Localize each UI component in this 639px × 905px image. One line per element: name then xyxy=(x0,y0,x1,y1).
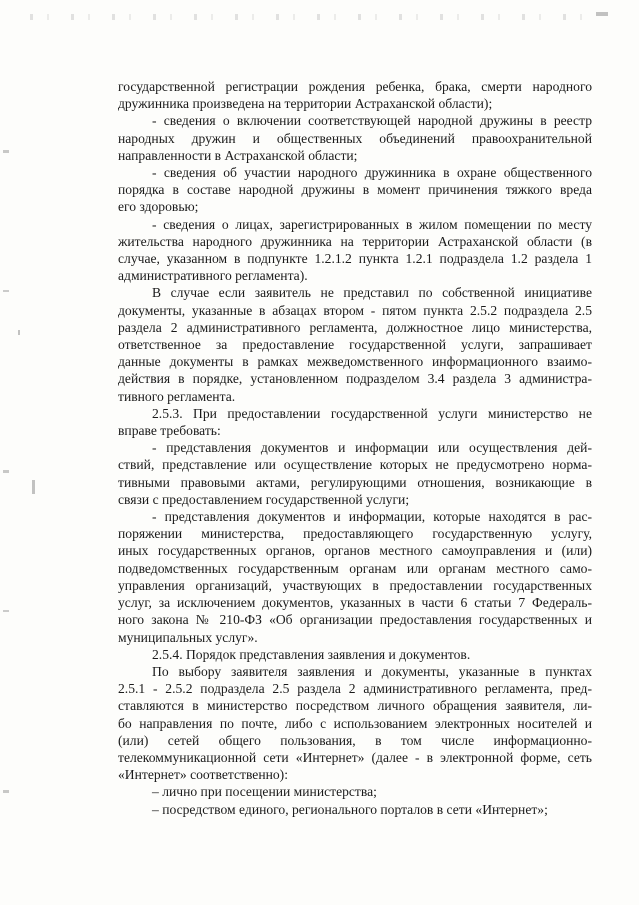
text-line: По выбору заявителя заявления и документы, указанные в пунктах xyxy=(152,663,592,679)
text-line: - представления документов и информации, которые находятся в рас- xyxy=(152,509,592,525)
text-line: «Интернет» соответственно): xyxy=(118,767,288,783)
text-line: данные документы в рамках межведомственного информационного взаимо- xyxy=(118,354,592,370)
text-line: государственной регистрации рождения ребенка, брака, смерти народного xyxy=(118,79,592,94)
text-line: 2.5.4. Порядок представления заявления и документов. xyxy=(152,646,471,662)
text-line: административного регламента). xyxy=(118,268,308,284)
text-line: - сведения о включении соответствующей народной дружины в реестр xyxy=(152,113,592,129)
text-line: тивными правовыми актами, регулирующими отношения, возникающие в xyxy=(118,474,592,490)
text-line: поряжении министерства, предоставляющего государственную услугу, xyxy=(118,526,592,542)
text-line: - сведения об участии народного дружинника в охране общественного xyxy=(152,165,592,181)
document-body xyxy=(118,78,592,818)
scan-artifact-mark xyxy=(18,330,20,335)
text-line: – лично при посещении министерства; xyxy=(152,784,377,800)
text-line: – посредством единого, регионального порталов в сети «Интернет»; xyxy=(152,801,548,817)
text-line: В случае если заявитель не представил по собственной инициативе xyxy=(152,285,592,301)
text-line: документы, указанные в абзацах втором - пятом пункта 2.5.2 подраздела 2.5 xyxy=(118,302,592,318)
text-line: жительства народного дружинника на территории Астраханской области (в xyxy=(118,233,592,249)
text-line: случае, указанном в подпункте 1.2.1.2 пункта 1.2.1 подраздела 1.2 раздела 1 xyxy=(118,251,592,267)
text-line: услуг, за исключением документов, указанных в части 6 статьи 7 Федераль- xyxy=(118,595,592,611)
text-line: народных дружин и общественных объединений правоохранительной xyxy=(118,130,592,146)
text-line: дружинника произведена на территории Астраханской области); xyxy=(118,96,493,112)
text-line: вправе требовать: xyxy=(118,423,221,439)
text-line: подведомственных государственным органам или органам местного само- xyxy=(118,560,592,576)
text-line: ного закона № 210-ФЗ «Об организации предоставления государственных и xyxy=(118,612,592,628)
text-line: 2.5.1 - 2.5.2 подраздела 2.5 раздела 2 административного регламента, пред- xyxy=(118,681,592,697)
text-line: телекоммуникационной сети «Интернет» (далее - в электронной форме, сеть xyxy=(118,749,592,765)
text-line: (или) сетей общего пользования, в том числе информационно- xyxy=(118,732,592,748)
text-line: иных государственных органов, органов местного самоуправления и (или) xyxy=(118,543,592,559)
text-line: раздела 2 административного регламента, должностное лицо министерства, xyxy=(118,319,592,335)
text-line: связи с предоставлением государственной услуги; xyxy=(118,491,410,507)
scan-artifact-left xyxy=(3,60,9,840)
scan-artifact-top xyxy=(30,14,590,20)
text-line: тивного регламента. xyxy=(118,388,236,404)
text-line: - представления документов и информации или осуществления дей- xyxy=(152,440,592,456)
text-line: ставляются в министерство посредством личного обращения заявителя, ли- xyxy=(118,698,592,714)
text-line: порядка в составе народной дружины в момент причинения тяжкого вреда xyxy=(118,182,592,198)
text-line: 2.5.3. При предоставлении государственной услуги министерство не xyxy=(152,405,592,421)
text-line: управления организаций, участвующих в предоставлении государственных xyxy=(118,577,592,593)
text-line: действия в порядке, установленном подразделом 3.4 раздела 3 администра- xyxy=(118,371,592,387)
scan-artifact-mark xyxy=(596,12,608,16)
scan-artifact-mark xyxy=(32,480,35,494)
text-line: бо направления по почте, либо с использованием электронных носителей и xyxy=(118,715,592,731)
text-line: ответственное за предоставление государственной услуги, запрашивает xyxy=(118,337,592,353)
text-line: - сведения о лицах, зарегистрированных в жилом помещении по месту xyxy=(152,216,592,232)
text-line: его здоровью; xyxy=(118,199,199,215)
text-line: направленности в Астраханской области; xyxy=(118,147,358,163)
text-line: ствий, представление или осуществление которых не предусмотрено норма- xyxy=(118,457,592,473)
text-line: муниципальных услуг». xyxy=(118,629,258,645)
